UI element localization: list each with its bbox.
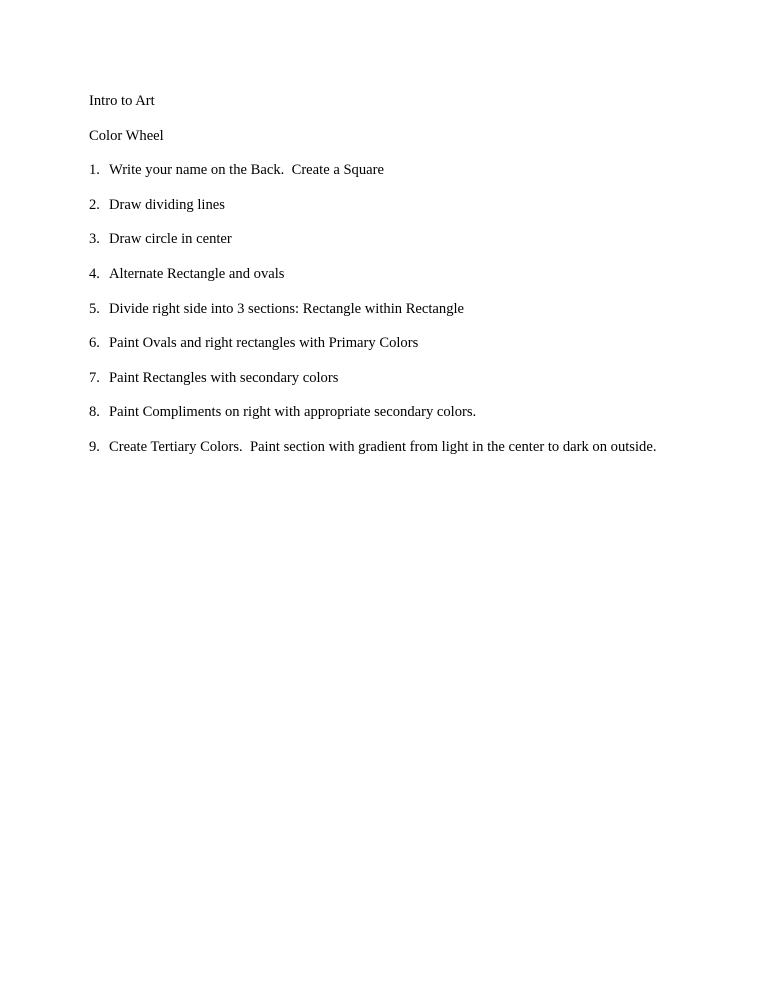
step-text: Create Tertiary Colors. Paint section with gradient from light in the center to dark on outside.	[109, 438, 657, 455]
step-item	[89, 160, 729, 195]
step-number: 3.	[89, 231, 100, 248]
assignment-title: Color Wheel	[89, 127, 164, 144]
step-item	[89, 195, 729, 230]
step-number: 4.	[89, 265, 100, 282]
step-item	[89, 264, 729, 299]
step-number: 1.	[89, 162, 100, 179]
step-item	[89, 333, 729, 368]
step-number: 2.	[89, 196, 100, 213]
course-title: Intro to Art	[89, 93, 155, 109]
step-text: Draw dividing lines	[109, 196, 225, 213]
step-text: Paint Rectangles with secondary colors	[109, 369, 339, 386]
step-text: Divide right side into 3 sections: Rectangle within Rectangle	[109, 300, 465, 317]
step-item	[89, 437, 729, 472]
step-text: Write your name on the Back. Create a Square	[109, 162, 384, 179]
step-text: Paint Ovals and right rectangles with Primary Colors	[109, 335, 419, 352]
step-item	[89, 229, 729, 264]
step-number: 7.	[89, 369, 100, 386]
step-text: Draw circle in center	[109, 231, 232, 248]
step-number: 8.	[89, 404, 100, 421]
document-body	[89, 91, 729, 472]
step-number: 5.	[89, 300, 100, 317]
step-text: Alternate Rectangle and ovals	[109, 265, 285, 282]
step-item	[89, 402, 729, 437]
step-item	[89, 299, 729, 334]
step-text: Paint Compliments on right with appropriate secondary colors.	[109, 404, 477, 421]
step-number: 6.	[89, 335, 100, 352]
step-item	[89, 368, 729, 403]
step-number: 9.	[89, 438, 100, 455]
